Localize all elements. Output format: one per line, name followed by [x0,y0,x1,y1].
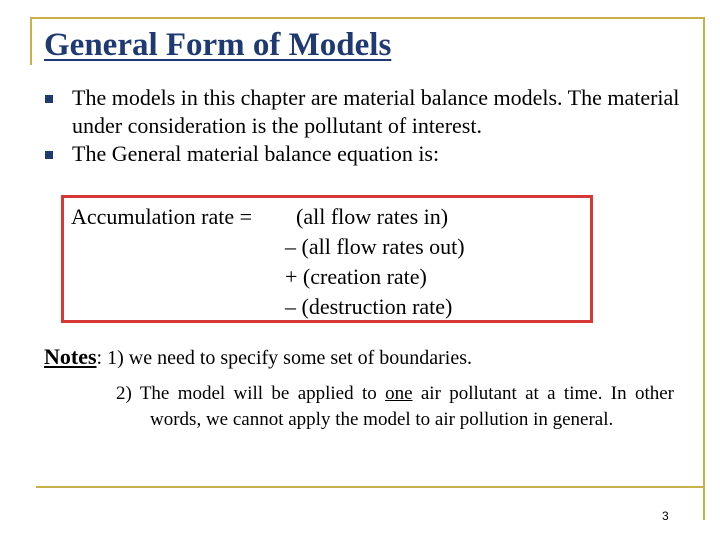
bullet-text: The models in this chapter are material balance models. The material under consideration is the pollutant of interest. [72,85,680,138]
note-item-2-after: air pollutant at a time. In other words, we cannot apply the model to air pollution in general. [150,383,674,430]
notes-label: Notes [44,344,97,369]
bullet-list [44,84,684,168]
bullet-item [44,84,684,140]
slide-title: General Form of Models [44,27,392,63]
equation-box [61,195,593,323]
note-item-1: 1) we need to specify some set of boundaries. [102,347,473,369]
bullet-text: The General material balance equation is: [72,141,440,166]
equation-term: + (creation rate) [285,264,427,289]
notes-line [44,344,472,370]
equation-term: – (all flow rates out) [285,234,465,259]
equation-term: (all flow rates in) [296,204,449,229]
page-number: 3 [662,509,669,523]
note-item-2-before: 2) The model will be applied to [116,383,386,404]
notes-colon: : [96,347,103,369]
frame-left-line [30,17,32,65]
equation-lhs: Accumulation rate = [71,204,253,229]
frame-top-line [30,17,705,19]
note-item-2-emphasis: one [385,383,413,404]
note-item-2 [116,381,674,433]
equation-term: – (destruction rate) [285,294,453,319]
frame-bottom-line [36,486,705,488]
square-bullet-icon [45,151,53,159]
bullet-item [44,140,684,168]
square-bullet-icon [45,95,53,103]
frame-right-line [703,17,705,520]
